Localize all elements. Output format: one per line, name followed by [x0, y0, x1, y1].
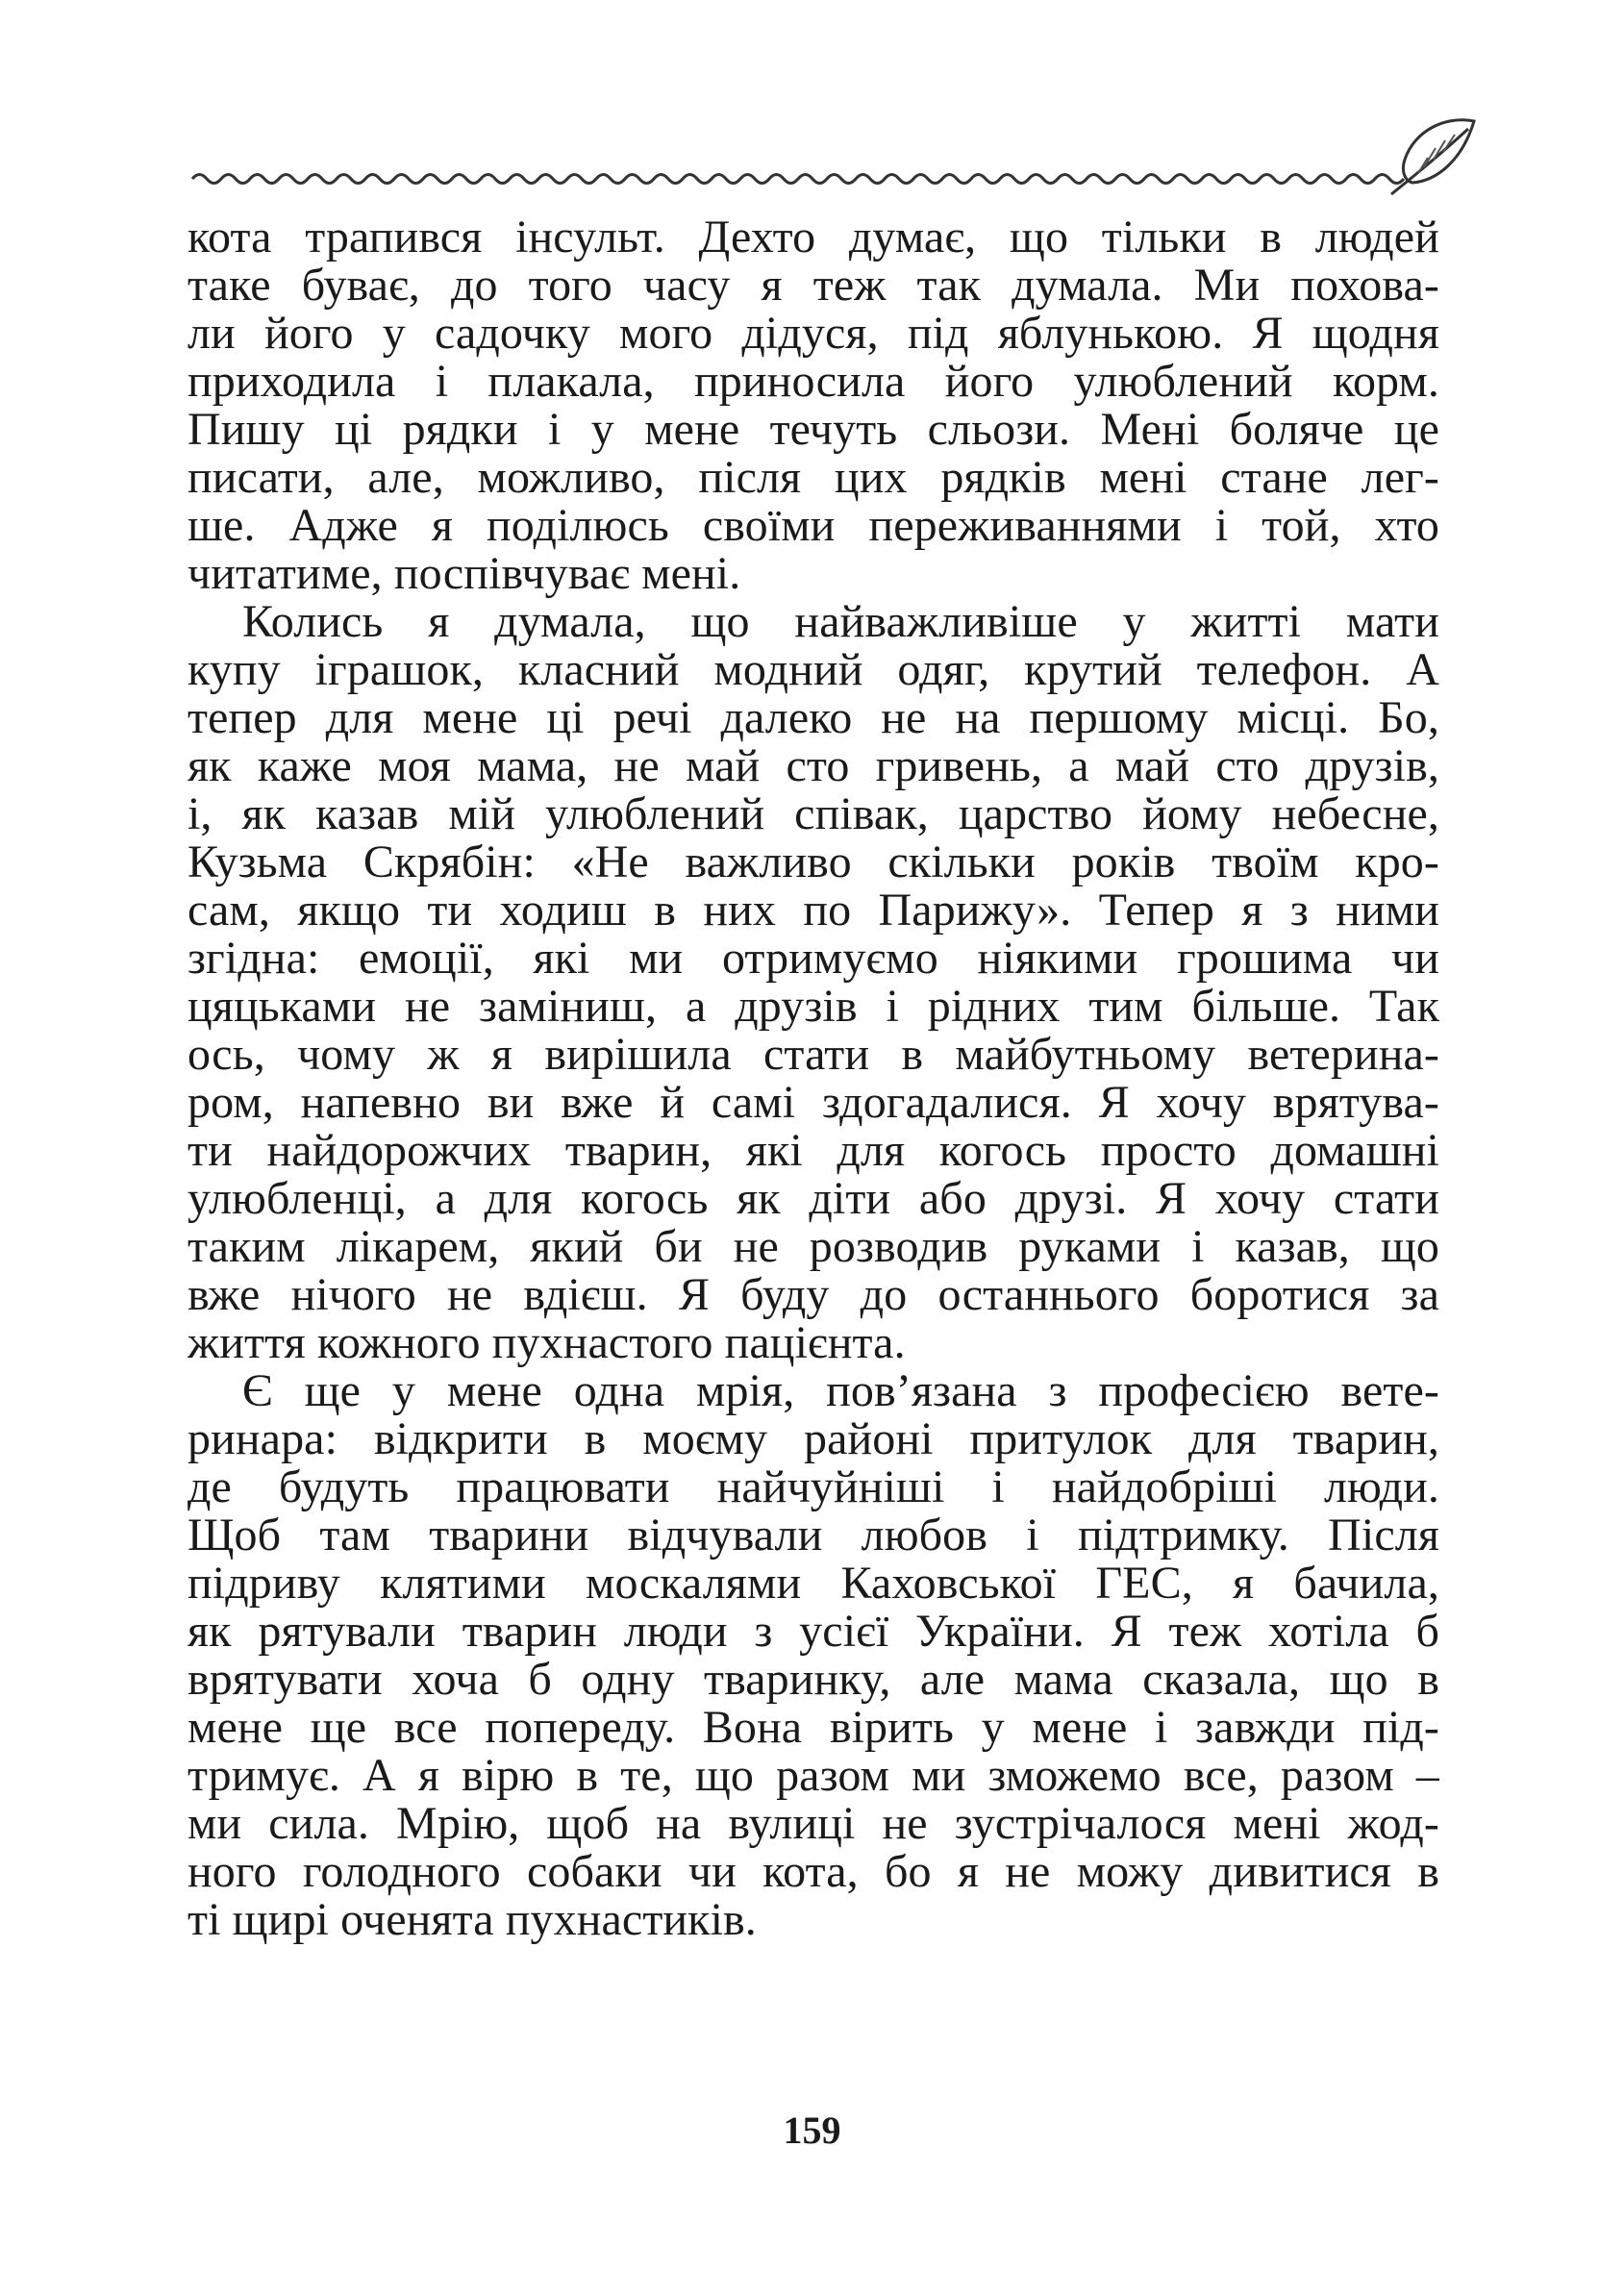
text-line: підриву клятими москалями Каховської ГЕС, я бачила,	[187, 1560, 1439, 1608]
text-line: врятувати хоча б одну тваринку, але мама сказала, що в	[187, 1656, 1439, 1704]
text-line: ти найдорожчих тварин, які для когось просто домашні	[187, 1127, 1439, 1175]
text-line: де будуть працювати найчуйніші і найдобріші люди.	[187, 1463, 1439, 1511]
text-line: ми сила. Мрію, щоб на вулиці не зустрічалося мені жод-	[187, 1800, 1439, 1848]
text-line: читатиме, поспівчуває мені.	[187, 550, 741, 598]
paragraph	[187, 598, 1439, 1367]
text-line: Колись я думала, що найважливіше у житті мати	[242, 598, 1439, 646]
text-line: як каже моя мама, не май сто гривень, а май сто друзів,	[187, 742, 1439, 790]
text-line: згідна: емоції, які ми отримуємо ніякими грошима чи	[187, 935, 1439, 983]
text-line: ось, чому ж я вирішила стати в майбутньому ветерина-	[187, 1031, 1439, 1079]
text-line: ті щирі оченята пухнастиків.	[187, 1896, 757, 1944]
text-line: писати, але, можливо, після цих рядків мені стане лег-	[187, 454, 1439, 502]
text-line: мене ще все попереду. Вона вірить у мене і завжди під-	[187, 1704, 1439, 1752]
text-line: цяцьками не заміниш, а друзів і рідних тим більше. Так	[187, 983, 1439, 1031]
text-line: таке буває, до того часу я теж так думала. Ми похова-	[187, 262, 1439, 310]
text-line: вже нічого не вдієш. Я буду до останнього боротися за	[187, 1271, 1439, 1319]
text-line: купу іграшок, класний модний одяг, крутий телефон. А	[187, 646, 1439, 694]
text-line: ли його у садочку мого дідуся, під яблунькою. Я щодня	[187, 310, 1439, 358]
page-number: 159	[783, 2109, 841, 2152]
body-text	[187, 213, 1439, 1944]
text-line: життя кожного пухнастого пацієнта.	[187, 1319, 906, 1367]
text-line: як рятували тварин люди з усієї України. Я теж хотіла б	[187, 1608, 1439, 1656]
text-line: Щоб там тварини відчували любов і підтримку. Після	[187, 1511, 1439, 1560]
text-line: ного голодного собаки чи кота, бо я не можу дивитися в	[187, 1848, 1439, 1896]
text-line: Пишу ці рядки і у мене течуть сльози. Мені боляче це	[187, 406, 1439, 454]
feather-quill-wave-icon	[187, 113, 1481, 200]
text-line: ше. Адже я поділюсь своїми переживаннями і той, хто	[187, 502, 1439, 550]
paragraph	[187, 1367, 1439, 1944]
text-line: тепер для мене ці речі далеко не на першому місці. Бо,	[187, 694, 1439, 742]
text-line: сам, якщо ти ходиш в них по Парижу». Тепер я з ними	[187, 886, 1439, 935]
text-line: кота трапився інсульт. Дехто думає, що тільки в людей	[187, 213, 1439, 262]
text-line: Кузьма Скрябін: «Не важливо скільки років твоїм кро-	[187, 838, 1439, 886]
text-line: і, як казав мій улюблений співак, царство йому небесне,	[187, 790, 1439, 838]
text-line: ром, напевно ви вже й самі здогадалися. Я хочу врятува-	[187, 1079, 1439, 1127]
text-line: таким лікарем, який би не розводив руками і казав, що	[187, 1223, 1439, 1271]
text-line: Є ще у мене одна мрія, пов’язана з професією вете-	[242, 1367, 1439, 1415]
paragraph	[187, 213, 1439, 598]
text-line: улюбленці, а для когось як діти або друзі. Я хочу стати	[187, 1175, 1439, 1223]
text-line: приходила і плакала, приносила його улюблений корм.	[187, 358, 1439, 406]
text-line: тримує. А я вірю в те, що разом ми зможемо все, разом –	[187, 1752, 1439, 1800]
text-line: ринара: відкрити в моєму районі притулок для тварин,	[187, 1415, 1439, 1463]
